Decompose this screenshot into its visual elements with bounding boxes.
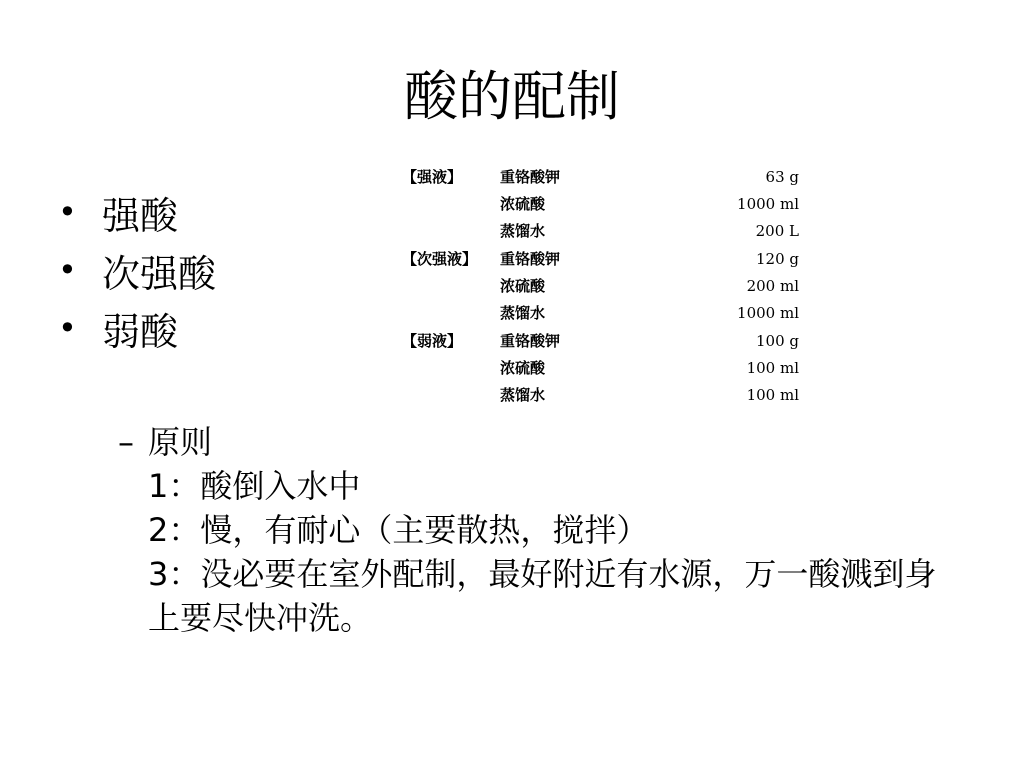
recipe-reagent: 重铬酸钾: [500, 250, 561, 268]
bullet-label: 弱酸: [102, 309, 179, 354]
principle-line-2: 2：慢，有耐心（主要散热，搅拌）: [148, 511, 649, 549]
bullet-marker: •: [58, 309, 77, 347]
bullet-marker: •: [58, 193, 77, 231]
recipe-row: [402, 164, 822, 191]
bullet-item-medium-acid: [58, 241, 378, 299]
recipe-reagent: 重铬酸钾: [500, 168, 561, 186]
principle-line-1: 1：酸倒入水中: [148, 467, 361, 505]
recipe-amount: 200 ml: [746, 277, 799, 295]
recipe-table: [402, 164, 822, 414]
recipe-row: [402, 328, 822, 355]
sub-bullet-marker: –: [118, 423, 134, 461]
recipe-reagent: 蒸馏水: [500, 386, 546, 404]
bullet-marker: •: [58, 251, 77, 289]
recipe-row: [402, 300, 822, 327]
bullet-list: [58, 183, 378, 357]
recipe-amount: 100 g: [755, 332, 799, 350]
principle-line-3: 3：没必要在室外配制，最好附近有水源，万一酸溅到身上要尽快冲洗。: [148, 555, 937, 637]
recipe-reagent: 浓硫酸: [500, 359, 546, 377]
recipe-amount: 100 ml: [746, 359, 799, 377]
bullet-item-weak-acid: [58, 299, 378, 357]
recipe-group: 【次强液】: [402, 250, 478, 268]
recipe-group: 【强液】: [402, 168, 463, 186]
recipe-row: [402, 191, 822, 218]
recipe-group: 【弱液】: [402, 332, 463, 350]
recipe-amount: 120 g: [755, 250, 799, 268]
recipe-reagent: 蒸馏水: [500, 222, 546, 240]
recipe-amount: 63 g: [765, 168, 799, 186]
slide-title: 酸的配制: [404, 65, 620, 128]
recipe-row: [402, 218, 822, 245]
recipe-row: [402, 382, 822, 409]
recipe-amount: 1000 ml: [737, 304, 799, 322]
principles-block: [118, 420, 938, 640]
recipe-amount: 100 ml: [746, 386, 799, 404]
bullet-item-strong-acid: [58, 183, 378, 241]
bullet-label: 次强酸: [102, 251, 217, 296]
recipe-amount: 200 L: [755, 222, 799, 240]
recipe-amount: 1000 ml: [737, 195, 799, 213]
recipe-row: [402, 273, 822, 300]
recipe-reagent: 浓硫酸: [500, 195, 546, 213]
recipe-reagent: 重铬酸钾: [500, 332, 561, 350]
recipe-reagent: 蒸馏水: [500, 304, 546, 322]
recipe-reagent: 浓硫酸: [500, 277, 546, 295]
recipe-row: [402, 246, 822, 273]
recipe-row: [402, 355, 822, 382]
bullet-label: 强酸: [102, 193, 179, 238]
principles-heading: 原则: [148, 423, 213, 461]
